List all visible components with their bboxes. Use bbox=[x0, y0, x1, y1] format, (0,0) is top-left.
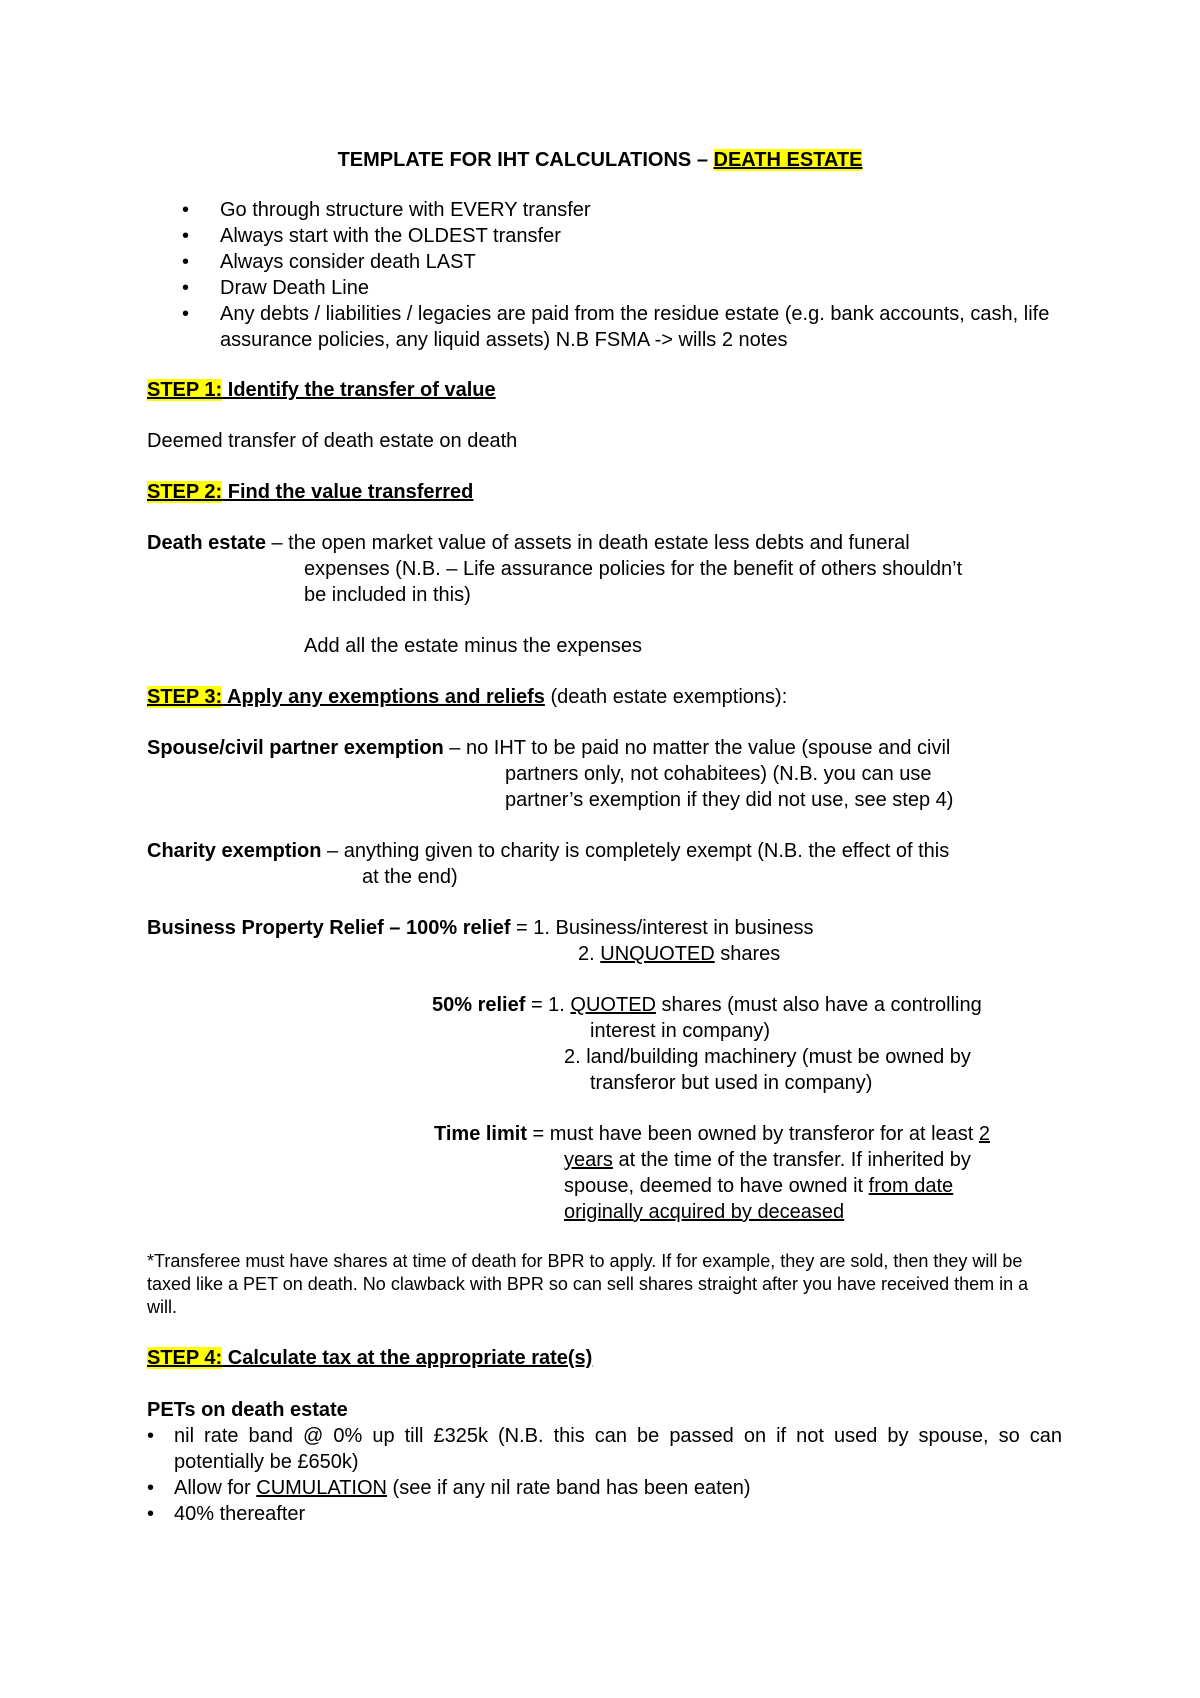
step2-heading: STEP 2: Find the value transferred bbox=[147, 481, 474, 503]
step1-heading: STEP 1: Identify the transfer of value bbox=[147, 379, 496, 401]
bpr-50: 50% relief = 1. QUOTED shares (must also have a controlling bbox=[432, 994, 982, 1016]
list-item: • nil rate band @ 0% up till £325k (N.B. this can be passed on if not used by spouse, so can potentially be £650k) bbox=[147, 1425, 1062, 1473]
list-item: • 40% thereafter bbox=[147, 1503, 306, 1525]
spouse-line: partner’s exemption if they did not use, see step 4) bbox=[505, 789, 954, 811]
bpr-footnote: *Transferee must have shares at time of death for BPR to apply. If for example, they are sold, then they will be taxed like a PET on death. No clawback with BPR so can sell shares straight after you have received them in a will. bbox=[147, 1251, 1029, 1317]
title-prefix: TEMPLATE FOR IHT CALCULATIONS – bbox=[337, 149, 714, 171]
step4-list bbox=[147, 1423, 1062, 1527]
step3-heading: STEP 3: Apply any exemptions and reliefs (death estate exemptions): bbox=[147, 686, 788, 708]
time-limit: Time limit = must have been owned by transferor for at least 2 bbox=[434, 1123, 991, 1145]
list-item: • Always start with the OLDEST transfer bbox=[182, 225, 561, 247]
time-limit-line: spouse, deemed to have owned it from date bbox=[564, 1175, 954, 1197]
spouse-line: partners only, not cohabitees) (N.B. you can use bbox=[505, 763, 932, 785]
page-title bbox=[0, 147, 1200, 173]
step1-body: Deemed transfer of death estate on death bbox=[147, 430, 518, 452]
step2-note: Add all the estate minus the expenses bbox=[304, 635, 642, 657]
list-item: • Draw Death Line bbox=[182, 277, 369, 299]
definition-line: be included in this) bbox=[304, 584, 471, 606]
death-estate-definition: Death estate – the open market value of assets in death estate less debts and funeral bbox=[147, 532, 910, 554]
title-highlight: DEATH ESTATE bbox=[713, 149, 863, 171]
list-item: • Go through structure with EVERY transfer bbox=[182, 199, 591, 221]
charity-exemption: Charity exemption – anything given to charity is completely exempt (N.B. the effect of this bbox=[147, 840, 950, 862]
time-limit-line: years at the time of the transfer. If inherited by bbox=[564, 1149, 971, 1171]
list-item: • Allow for CUMULATION (see if any nil rate band has been eaten) bbox=[147, 1477, 751, 1499]
bpr-100: Business Property Relief – 100% relief = 1. Business/interest in business bbox=[147, 917, 814, 939]
step4-subheading: PETs on death estate bbox=[147, 1399, 348, 1421]
intro-list bbox=[147, 197, 1077, 353]
bpr-50-item2: 2. land/building machinery (must be owned by bbox=[564, 1046, 971, 1068]
charity-line: at the end) bbox=[362, 866, 458, 888]
step4-heading: STEP 4: Calculate tax at the appropriate rate(s) bbox=[147, 1347, 593, 1369]
bpr-50-line: interest in company) bbox=[590, 1020, 771, 1042]
bpr-100-item2: 2. UNQUOTED shares bbox=[578, 943, 781, 965]
time-limit-line: originally acquired by deceased bbox=[564, 1201, 845, 1223]
list-item: • Always consider death LAST bbox=[182, 251, 476, 273]
definition-line: expenses (N.B. – Life assurance policies for the benefit of others shouldn’t bbox=[304, 558, 963, 580]
spouse-exemption: Spouse/civil partner exemption – no IHT to be paid no matter the value (spouse and civil bbox=[147, 737, 951, 759]
bpr-50-line: transferor but used in company) bbox=[590, 1072, 873, 1094]
list-item: • Any debts / liabilities / legacies are paid from the residue estate (e.g. bank accounts, cash, life assurance policies, any liquid assets) N.B FSMA -> wills 2 notes bbox=[182, 303, 1050, 351]
